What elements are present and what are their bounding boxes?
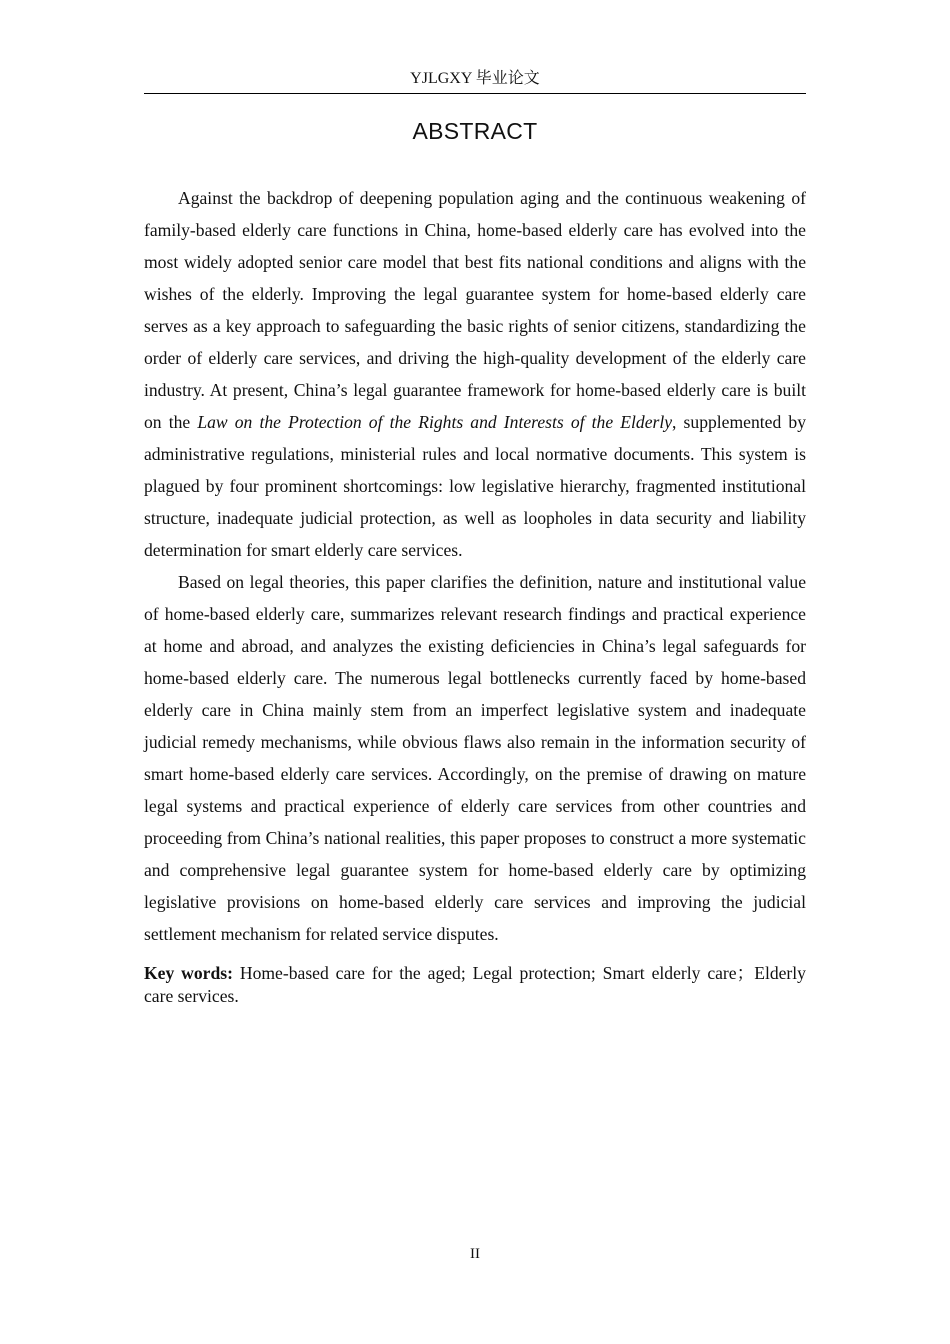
header-divider	[144, 93, 806, 94]
paragraph-1-text-end: , supplemented by administrative regulations, ministerial rules and local normative documents. This system is plagued by four prominent shortcomings: low legislative hierarchy, fragmented institutional structure, inadequate judicial protection, as well as loopholes in data security and liability determination for smart elderly care services.	[144, 412, 806, 560]
page-number: II	[470, 1246, 480, 1262]
abstract-body	[144, 182, 806, 1008]
abstract-paragraph-2: Based on legal theories, this paper clarifies the definition, nature and institutional value of home-based elderly care, summarizes relevant research findings and practical experience at home and abroad, and analyzes the existing deficiencies in China’s legal safeguards for home-based elderly care. The numerous legal bottlenecks currently faced by home-based elderly care in China mainly stem from an imperfect legislative system and inadequate judicial remedy mechanisms, while obvious flaws also remain in the information security of smart home-based elderly care services. Accordingly, on the premise of drawing on mature legal systems and practical experience of elderly care services from other countries and proceeding from China’s national realities, this paper proposes to construct a more systematic and comprehensive legal guarantee system for home-based elderly care by optimizing legislative provisions on home-based elderly care services and improving the judicial settlement mechanism for related service disputes.	[144, 572, 806, 944]
paragraph-1-text-start: Against the backdrop of deepening population aging and the continuous weakening of family-based elderly care functions in China, home-based elderly care has evolved into the most widely adopted senior care model that best fits national conditions and aligns with the wishes of the elderly. Improving the legal guarantee system for home-based elderly care serves as a key approach to safeguarding the basic rights of senior citizens, standardizing the order of elderly care services, and driving the high-quality development of the elderly care industry. At present, China’s legal guarantee framework for home-based elderly care is built on the	[144, 188, 806, 432]
abstract-paragraph-1	[144, 182, 806, 566]
keywords-line	[144, 962, 806, 1008]
law-title-italic: Law on the Protection of the Rights and Interests of the Elderly	[197, 412, 673, 432]
running-header: YJLGXY 毕业论文	[410, 70, 540, 87]
abstract-title: ABSTRACT	[412, 118, 538, 144]
keywords-text: Home-based care for the aged; Legal protection; Smart elderly care；Elderly care services.	[144, 963, 806, 1006]
keywords-label: Key words:	[144, 963, 233, 983]
